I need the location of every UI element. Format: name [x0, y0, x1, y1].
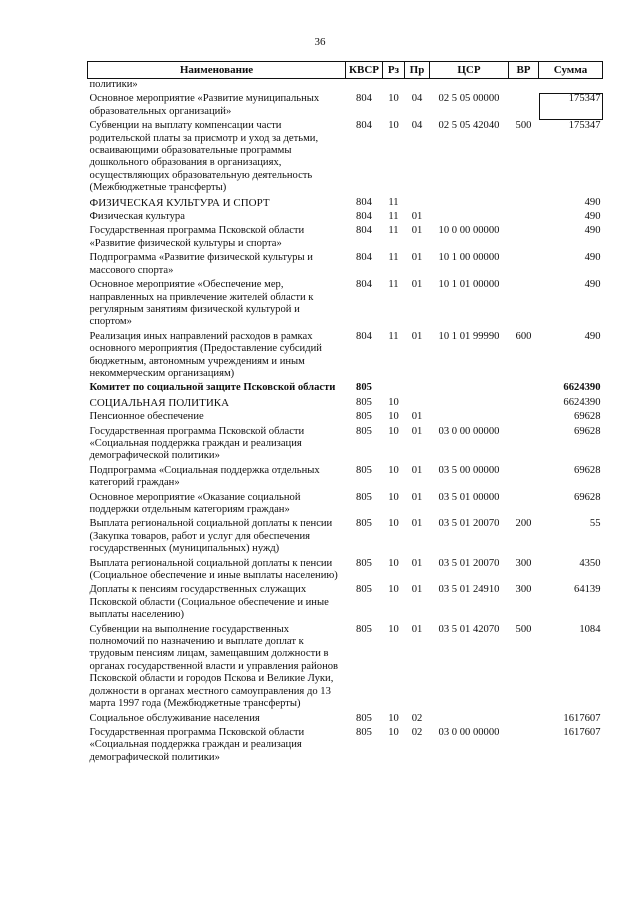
- table-row: [88, 382, 603, 396]
- table-row: [88, 727, 603, 766]
- cell-name: Подпрограмма «Социальная поддержка отдельных категорий граждан»: [89, 464, 320, 489]
- table-row: [88, 197, 603, 211]
- cell-vr: 500: [515, 623, 532, 635]
- cell-kvsr: 805: [356, 518, 372, 530]
- cell-rz: [383, 382, 405, 396]
- cell-csr: 10 1 01 00000: [438, 279, 500, 291]
- table-row: [88, 211, 603, 225]
- cell-pr: 01: [411, 584, 423, 596]
- table-row: [88, 397, 603, 411]
- cell-csr: 10 0 00 00000: [438, 225, 500, 237]
- cell-name: Физическая культура: [89, 211, 185, 223]
- cell-pr: 01: [411, 557, 423, 569]
- cell-sum: 1617607: [563, 726, 601, 738]
- cell-kvsr: 804: [356, 93, 372, 105]
- cell-kvsr: 804: [356, 225, 372, 237]
- cell-csr: 02 5 05 00000: [438, 93, 500, 105]
- cell-vr: [509, 411, 539, 425]
- header-row: [88, 62, 603, 79]
- cell-name: Государственная программа Псковской области «Социальная поддержка граждан и реализация демографической политики»: [89, 726, 305, 763]
- cell-rz: 11: [388, 225, 399, 237]
- cell-sum: 490: [584, 211, 601, 223]
- cell-vr: 300: [515, 584, 532, 596]
- cell-sum: 1084: [579, 623, 601, 635]
- cell-csr: 10 1 00 00000: [438, 252, 500, 264]
- cell-vr: 500: [515, 120, 532, 132]
- cell-name: Социальное обслуживание населения: [89, 712, 260, 724]
- cell-name: Основное мероприятие «Обеспечение мер, направленных на привлечение жителей области к регулярным занятиям физической культурой и спортом»: [89, 279, 314, 328]
- cell-pr: 01: [411, 464, 423, 476]
- cell-vr: [509, 93, 539, 120]
- cell-sum: 69628: [574, 425, 601, 437]
- cell-pr: 01: [411, 252, 423, 264]
- cell-kvsr: 805: [356, 726, 372, 738]
- cell-pr: 01: [411, 425, 423, 437]
- cell-sum: 4350: [579, 557, 601, 569]
- table-row: [88, 492, 603, 519]
- cell-rz: 10: [388, 584, 399, 596]
- cell-csr: [430, 411, 509, 425]
- cell-vr: 300: [515, 557, 532, 569]
- budget-table-container: [87, 61, 602, 766]
- table-row: [88, 518, 603, 557]
- cell-csr: [430, 197, 509, 211]
- cell-csr: [430, 397, 509, 411]
- cell-vr: [509, 252, 539, 279]
- cell-pr: 01: [411, 330, 423, 342]
- table-row: [88, 331, 603, 383]
- budget-table: [87, 61, 603, 766]
- cell-vr: [509, 397, 539, 411]
- cell-pr: 01: [411, 225, 423, 237]
- table-row: [88, 558, 603, 585]
- cell-name: ФИЗИЧЕСКАЯ КУЛЬТУРА И СПОРТ: [89, 196, 270, 209]
- cell-pr: 01: [411, 411, 423, 423]
- cell-pr: 04: [411, 93, 423, 105]
- cell-pr: [405, 79, 430, 94]
- cell-rz: 10: [388, 726, 399, 738]
- cell-rz: 10: [388, 464, 399, 476]
- cell-sum: 69628: [574, 411, 601, 423]
- cell-rz: 10: [388, 411, 399, 423]
- cell-vr: [509, 225, 539, 252]
- cell-name: Государственная программа Псковской области «Развитие физической культуры и спорта»: [89, 225, 305, 249]
- cell-csr: 03 5 01 24910: [438, 584, 500, 596]
- table-row: [88, 624, 603, 713]
- cell-sum: 69628: [574, 491, 601, 503]
- cell-rz: 10: [388, 120, 399, 132]
- cell-csr: 03 5 01 00000: [438, 491, 500, 503]
- cell-kvsr: 805: [356, 712, 372, 724]
- cell-kvsr: 804: [356, 211, 372, 223]
- cell-pr: [405, 197, 430, 211]
- cell-vr: [509, 197, 539, 211]
- table-body: [88, 79, 603, 767]
- cell-rz: 10: [388, 93, 399, 105]
- cell-sum: 1617607: [563, 712, 601, 724]
- cell-sum: 490: [584, 330, 601, 342]
- cell-csr: 02 5 05 42040: [438, 120, 500, 132]
- cell-rz: 10: [388, 396, 399, 408]
- cell-pr: 01: [411, 623, 423, 635]
- cell-csr: 03 5 01 20070: [438, 518, 500, 530]
- cell-rz: 11: [388, 211, 399, 223]
- cell-kvsr: 805: [356, 491, 372, 503]
- cell-rz: [383, 79, 405, 94]
- cell-sum: 490: [584, 252, 601, 264]
- table-row: [88, 411, 603, 425]
- header-name: Наименование: [88, 62, 346, 79]
- cell-rz: 10: [388, 557, 399, 569]
- cell-vr: [509, 713, 539, 727]
- cell-kvsr: 804: [356, 196, 372, 208]
- cell-sum: 69628: [574, 464, 601, 476]
- cell-rz: 11: [388, 252, 399, 264]
- cell-name: Субвенции на выплату компенсации части родительской платы за присмотр и уход за детьми, осваивающими образовательные программы дошкольного образования в организациях, осуществляющих образовательную деятельность (Межбюджетные трансферты): [89, 120, 319, 194]
- cell-vr: [509, 465, 539, 492]
- cell-pr: 01: [411, 491, 423, 503]
- cell-pr: [405, 397, 430, 411]
- cell-name: Государственная программа Псковской области «Социальная поддержка граждан и реализация демографической политики»: [89, 425, 305, 462]
- table-header: [88, 62, 603, 79]
- cell-sum: 175347: [568, 120, 601, 132]
- table-row: [88, 426, 603, 465]
- cell-pr: 01: [411, 518, 423, 530]
- cell-kvsr: 805: [356, 411, 372, 423]
- header-vr: ВР: [509, 62, 539, 79]
- cell-pr: 01: [411, 279, 423, 291]
- cell-rz: 11: [388, 196, 399, 208]
- table-row: [88, 93, 603, 120]
- cell-name: Подпрограмма «Развитие физической культуры и массового спорта»: [89, 252, 313, 276]
- cell-name: Пенсионное обеспечение: [89, 411, 204, 423]
- cell-sum: 490: [584, 225, 601, 237]
- cell-kvsr: 805: [356, 396, 372, 408]
- cell-rz: 10: [388, 712, 399, 724]
- cell-pr: 02: [411, 726, 423, 738]
- cell-kvsr: 805: [356, 464, 372, 476]
- cell-csr: [430, 382, 509, 396]
- table-row: [88, 120, 603, 196]
- table-row: [88, 252, 603, 279]
- cell-sum: [539, 79, 603, 94]
- table-row: [88, 584, 603, 623]
- table-row: [88, 713, 603, 727]
- cell-kvsr: [346, 79, 383, 94]
- cell-kvsr: 804: [356, 279, 372, 291]
- cell-sum: 6624390: [563, 382, 601, 394]
- cell-sum: 6624390: [563, 396, 601, 408]
- cell-name: политики»: [89, 79, 138, 90]
- cell-vr: [509, 426, 539, 465]
- table-row: [88, 279, 603, 331]
- cell-vr: [509, 492, 539, 519]
- cell-kvsr: 805: [356, 425, 372, 437]
- cell-vr: 600: [515, 330, 532, 342]
- cell-pr: [405, 382, 430, 396]
- cell-pr: 02: [411, 712, 423, 724]
- header-pr: Пр: [405, 62, 430, 79]
- cell-kvsr: 805: [356, 584, 372, 596]
- cell-kvsr: 804: [356, 330, 372, 342]
- cell-vr: [509, 279, 539, 331]
- cell-name: Субвенции на выполнение государственных полномочий по назначению и выплате доплат к трудовым пенсиям лицам, замещавшим должности в органах государственной власти и управления районов Псковской области и городов Пскова и Великие Луки, должности в органах местного самоуправления до 13 марта 1997 года (Межбюджетные трансферты): [89, 623, 339, 710]
- cell-pr: 04: [411, 120, 423, 132]
- cell-rz: 10: [388, 623, 399, 635]
- cell-csr: 03 0 00 00000: [438, 726, 500, 738]
- cell-csr: [430, 713, 509, 727]
- cell-kvsr: 805: [356, 382, 372, 394]
- cell-kvsr: 805: [356, 557, 372, 569]
- cell-kvsr: 804: [356, 120, 372, 132]
- header-rz: Рз: [383, 62, 405, 79]
- cell-rz: 10: [388, 425, 399, 437]
- cell-csr: 03 5 01 20070: [438, 557, 500, 569]
- cell-csr: 03 5 00 00000: [438, 464, 500, 476]
- cell-rz: 11: [388, 279, 399, 291]
- table-row: [88, 79, 603, 94]
- cell-name: Комитет по социальной защите Псковской области: [89, 382, 336, 394]
- cell-csr: [430, 79, 509, 94]
- header-kvsr: КВСР: [346, 62, 383, 79]
- cell-kvsr: 805: [356, 623, 372, 635]
- cell-name: СОЦИАЛЬНАЯ ПОЛИТИКА: [89, 396, 230, 409]
- cell-sum: 175347: [539, 93, 603, 120]
- cell-sum: 64139: [574, 584, 601, 596]
- header-csr: ЦСР: [430, 62, 509, 79]
- cell-rz: 10: [388, 491, 399, 503]
- cell-vr: [509, 727, 539, 766]
- table-row: [88, 225, 603, 252]
- cell-pr: 01: [411, 211, 423, 223]
- cell-sum: 490: [584, 279, 601, 291]
- cell-vr: [509, 79, 539, 94]
- cell-csr: 03 0 00 00000: [438, 425, 500, 437]
- cell-name: Доплаты к пенсиям государственных служащих Псковской области (Социальное обеспечение и иные выплаты населению): [89, 584, 329, 621]
- cell-vr: [509, 211, 539, 225]
- cell-vr: 200: [515, 518, 532, 530]
- cell-name: Реализация иных направлений расходов в рамках основного мероприятия (Предоставление субсидий бюджетным, автономным учреждениям и иным некоммерческим организациям): [89, 330, 322, 379]
- cell-csr: 10 1 01 99990: [438, 330, 500, 342]
- cell-name: Выплата региональной социальной доплаты к пенсии (Закупка товаров, работ и услуг для обеспечения государственных (муниципальных) нужд): [89, 518, 333, 555]
- cell-rz: 11: [388, 330, 399, 342]
- cell-sum: 490: [584, 196, 601, 208]
- cell-kvsr: 804: [356, 252, 372, 264]
- table-row: [88, 465, 603, 492]
- cell-sum: 55: [589, 518, 601, 530]
- page-number: 36: [314, 36, 326, 48]
- cell-rz: 10: [388, 518, 399, 530]
- cell-vr: [509, 382, 539, 396]
- cell-name: Основное мероприятие «Развитие муниципальных образовательных организаций»: [89, 93, 320, 117]
- cell-name: Основное мероприятие «Оказание социальной поддержки отдельным категориям граждан»: [89, 491, 301, 515]
- cell-csr: 03 5 01 42070: [438, 623, 500, 635]
- cell-csr: [430, 211, 509, 225]
- header-sum: Сумма: [539, 62, 603, 79]
- cell-name: Выплата региональной социальной доплаты к пенсии (Социальное обеспечение и иные выплаты населению): [89, 557, 338, 582]
